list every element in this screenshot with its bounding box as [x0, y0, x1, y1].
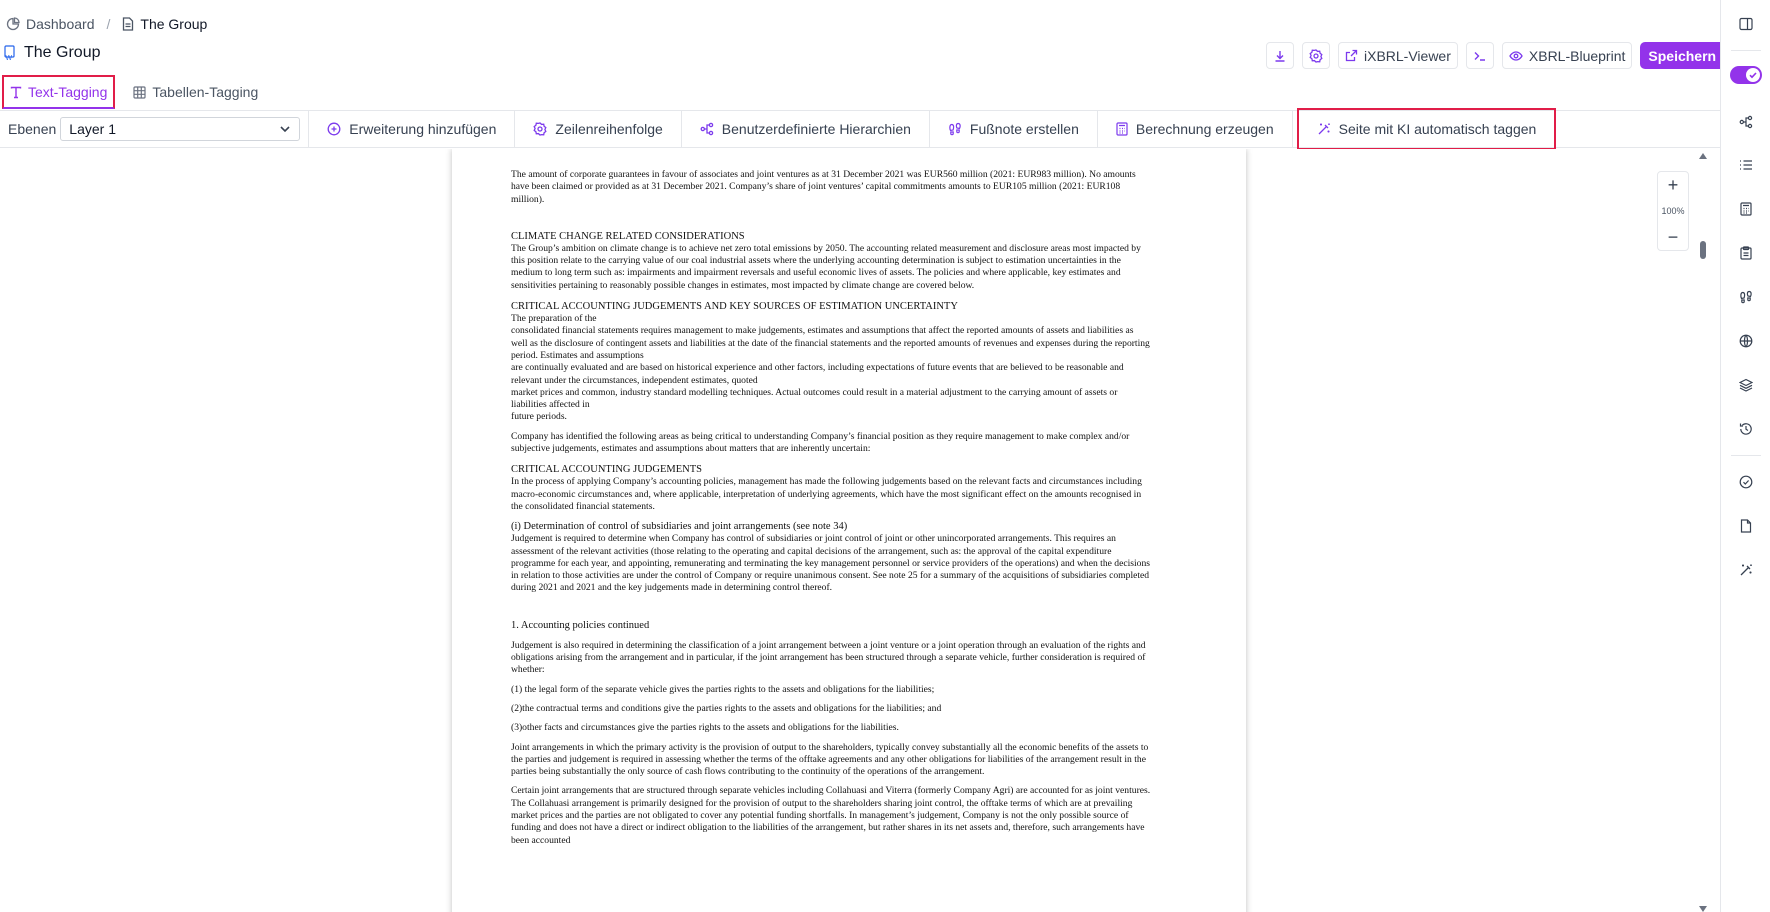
document-page[interactable]	[452, 149, 1246, 912]
zoom-in-button[interactable]: +	[1667, 175, 1679, 195]
doc-paragraph[interactable]: Joint arrangements in which the primary activity is the provision of output to the shareholders, typically convey substantially all the economic benefits of the assets to the parties and judgement is required in assessing whether the terms of the offtake agreements and any other obligations for liabilities of the arrangement result in the parties being substantially the only source of cash flows contributing to the continuity of the operations of the arrangement.	[511, 741, 1149, 778]
doc-heading[interactable]: 1. Accounting policies continued	[511, 619, 650, 631]
layer-select-value: Layer 1	[69, 121, 116, 137]
row-order-label: Zeilenreihenfolge	[555, 121, 663, 137]
add-extension-label: Erweiterung hinzufügen	[349, 121, 497, 137]
layers-control	[0, 111, 309, 147]
badge-icon	[1309, 49, 1323, 63]
title-row	[4, 44, 100, 62]
sidebar-divider	[1731, 455, 1761, 456]
page-title: The Group	[24, 44, 101, 61]
layers-icon[interactable]	[1736, 375, 1756, 395]
zoom-control	[1657, 171, 1689, 251]
document-viewer[interactable]	[0, 149, 1720, 912]
scroll-thumb[interactable]	[1700, 241, 1706, 259]
doc-paragraph[interactable]: (3)other facts and circumstances give the parties rights to the assets and obligations for the liabilities.	[511, 722, 899, 734]
breadcrumb-current-label: The Group	[140, 16, 208, 32]
doc-paragraph[interactable]: (1) the legal form of the separate vehicle gives the parties rights to the assets and obligations for the liabilities;	[511, 683, 935, 695]
ai-autotag-label: Seite mit KI automatisch taggen	[1338, 121, 1537, 137]
ai-autotag-button[interactable]	[1297, 108, 1557, 150]
doc-heading[interactable]: CLIMATE CHANGE RELATED CONSIDERATIONS	[511, 230, 745, 242]
hierarchy-icon	[700, 122, 714, 136]
check-circle-icon[interactable]	[1736, 472, 1756, 492]
doc-paragraph[interactable]: Certain joint arrangements that are structured through separate vehicles including Collahuasi and Viterra (formerly Company Agri) are accounted for as joint ventures. The Collahuasi arrangement is primarily designed for the provision of output to the shareholders sharing joint control, the offtake terms of which are at prevailing market prices and the parties are not obligated to cover any potential funding shortfalls. In management’s judgement, Company is not the only possible source of funding and does not have a direct or indirect obligation to the liabilities of the arrangement, but rather shares in its net assets and, therefore, such arrangements have been accounted	[511, 785, 1151, 846]
hierarchy-icon[interactable]	[1736, 112, 1756, 132]
breadcrumb	[6, 14, 207, 34]
download-button[interactable]	[1266, 42, 1294, 69]
doc-paragraph[interactable]: are continually evaluated and are based on historical experience and other factors, including expectations of future events that are believed to be reasonable and relevant under the circumstances, independent estimates, quoted	[511, 362, 1124, 386]
create-calculation-button[interactable]	[1098, 111, 1293, 147]
row-order-button[interactable]	[515, 111, 681, 147]
document-icon	[122, 17, 134, 31]
scroll-down-arrow[interactable]	[1699, 906, 1707, 912]
tagging-toolbar	[0, 110, 1720, 148]
create-footnote-button[interactable]	[930, 111, 1098, 147]
calculator-icon	[1116, 122, 1128, 136]
tab-bar	[0, 74, 266, 110]
tab-text-tagging[interactable]	[2, 75, 115, 109]
breadcrumb-separator: /	[106, 16, 111, 32]
gear-icon	[533, 122, 547, 136]
xbrl-blueprint-button[interactable]	[1502, 42, 1633, 69]
scroll-up-arrow[interactable]	[1699, 153, 1707, 159]
zoom-level: 100%	[1661, 206, 1685, 216]
doc-heading[interactable]: CRITICAL ACCOUNTING JUDGEMENTS	[511, 464, 702, 476]
layers-label: Ebenen	[8, 121, 57, 137]
breadcrumb-dashboard[interactable]	[6, 16, 95, 32]
tab-text-tagging-label: Text-Tagging	[28, 84, 108, 100]
dashboard-icon	[6, 17, 20, 31]
ixbrl-viewer-button[interactable]	[1338, 42, 1458, 69]
clipboard-icon[interactable]	[1736, 243, 1756, 263]
doc-subheading[interactable]: (i) Determination of control of subsidiaries and joint arrangements (see note 34)	[511, 521, 848, 533]
doc-paragraph[interactable]: (2)the contractual terms and conditions give the parties rights to the assets and obligations for the liabilities; and	[511, 702, 942, 714]
doc-paragraph[interactable]: Judgement is required to determine when Company has control of subsidiaries or joint control of joint or other unincorporated arrangements. This requires an assessment of the relevant activities (those relating to the operating and capital decisions of the arrangement, such as: the approval of the capital expenditure programme for each year, and appointing, remunerating and terminating the key management personnel or service providers of the operations) and when the decisions in relation to those activities are under the control of Company or require unanimous consent. See note 25 for a summary of the acquisitions of subsidiaries completed during 2021 and 2021 and the key judgements made in determining control thereof.	[511, 533, 1150, 594]
add-extension-button[interactable]	[309, 111, 515, 147]
custom-hierarchies-label: Benutzerdefinierte Hierarchien	[721, 121, 911, 137]
calculator-icon[interactable]	[1736, 199, 1756, 219]
settings-badge-button[interactable]	[1302, 42, 1330, 69]
layer-select[interactable]	[60, 117, 300, 141]
doc-heading[interactable]: CRITICAL ACCOUNTING JUDGEMENTS AND KEY SOURCES OF ESTIMATION UNCERTAINTY	[511, 301, 958, 313]
table-icon	[133, 86, 146, 99]
create-calculation-label: Berechnung erzeugen	[1135, 121, 1274, 137]
save-label: Speichern	[1648, 47, 1717, 64]
list-icon[interactable]	[1736, 155, 1756, 175]
file-icon[interactable]	[1736, 516, 1756, 536]
chevron-down-icon	[279, 125, 291, 133]
doc-paragraph[interactable]: consolidated financial statements requires management to make judgements, estimates and assumptions that affect the reported amounts of assets and liabilities as well as the disclosure of contingent assets and liabilities at the date of the financial statements and the reported amounts of revenues and expenses during the reporting period. Estimates and assumptions	[511, 325, 1150, 361]
check-icon	[1746, 68, 1760, 82]
footprints-icon	[948, 122, 962, 136]
text-icon	[10, 86, 22, 99]
custom-hierarchies-button[interactable]	[682, 111, 930, 147]
word-file-icon	[4, 45, 16, 61]
breadcrumb-current	[122, 16, 207, 32]
doc-paragraph[interactable]: The preparation of the	[511, 313, 597, 325]
document-scrollbar[interactable]	[1697, 153, 1709, 912]
footprints-icon[interactable]	[1736, 287, 1756, 307]
doc-paragraph[interactable]: The amount of corporate guarantees in favour of associates and joint ventures as at 31 December 2021 was EUR560 million (2021: EUR983 million). No amounts have been claimed or provided as at 31 December 2021. Company’s share of joint ventures’ capital commitments amounts to EUR105 million (2021: EUR108 million).	[511, 169, 1136, 205]
tab-table-tagging[interactable]	[125, 74, 266, 110]
doc-paragraph[interactable]: Judgement is also required in determining the classification of a joint arrangement between a joint venture or a joint operation through an evaluation of the rights and obligations arising from the arrangement and in particular, if the joint arrangement has been structured through a separate vehicle, further consideration is required of whether:	[511, 639, 1146, 676]
tab-table-tagging-label: Tabellen-Tagging	[152, 84, 259, 100]
xbrl-blueprint-label: XBRL-Blueprint	[1528, 47, 1626, 64]
download-icon	[1273, 49, 1287, 63]
globe-icon[interactable]	[1736, 331, 1756, 351]
terminal-icon	[1473, 50, 1487, 62]
doc-paragraph[interactable]: The Group’s ambition on climate change is to achieve net zero total emissions by 2050. The accounting related measurement and disclosure areas most impacted by this position relate to the carrying value of our coal industrial assets where the underlying accounting determination is subject to estimation uncertainties in the medium to long term such as: impairments and impairment reversals and useful economic lives of assets. The policies and where applicable, key estimates and sensitivities pertaining to reasonably possible changes in estimates, most impacted by climate change are covered below.	[511, 242, 1141, 291]
svg-text:W: W	[5, 55, 13, 61]
doc-paragraph[interactable]: future periods.	[511, 411, 567, 423]
history-icon[interactable]	[1736, 419, 1756, 439]
header-actions	[1266, 42, 1740, 69]
doc-paragraph[interactable]: market prices and common, industry standard modelling techniques. Actual outcomes could result in a material adjustment to the carrying amount of assets or liabilities affected in	[511, 386, 1118, 411]
magic-wand-icon[interactable]	[1736, 560, 1756, 580]
external-link-icon	[1345, 49, 1358, 62]
terminal-button[interactable]	[1466, 42, 1494, 69]
breadcrumb-dashboard-label[interactable]: Dashboard	[26, 16, 95, 32]
magic-wand-icon	[1317, 122, 1331, 136]
panel-toggle-icon[interactable]	[1736, 14, 1756, 34]
tagging-toggle[interactable]	[1730, 66, 1762, 84]
sidebar-divider	[1731, 50, 1761, 51]
create-footnote-label: Fußnote erstellen	[969, 121, 1079, 137]
zoom-out-button[interactable]: −	[1667, 227, 1679, 247]
right-sidebar	[1720, 0, 1770, 912]
ixbrl-viewer-label: iXBRL-Viewer	[1364, 47, 1451, 64]
eye-icon	[1509, 50, 1523, 62]
plus-circle-icon	[327, 122, 341, 136]
doc-paragraph[interactable]: Company has identified the following areas as being critical to understanding Company’s financial position as they require management to make complex and/or subjective judgements, estimates and assumptions about matters that are inherently uncertain:	[511, 430, 1130, 455]
doc-paragraph[interactable]: In the process of applying Company’s accounting policies, management has made the following judgements based on the relevant facts and circumstances including macro-economic circumstances and, where applicable, interpretation of underlying agreements, which have the most significant effect on the amounts recognised in the consolidated financial statements.	[511, 476, 1142, 512]
